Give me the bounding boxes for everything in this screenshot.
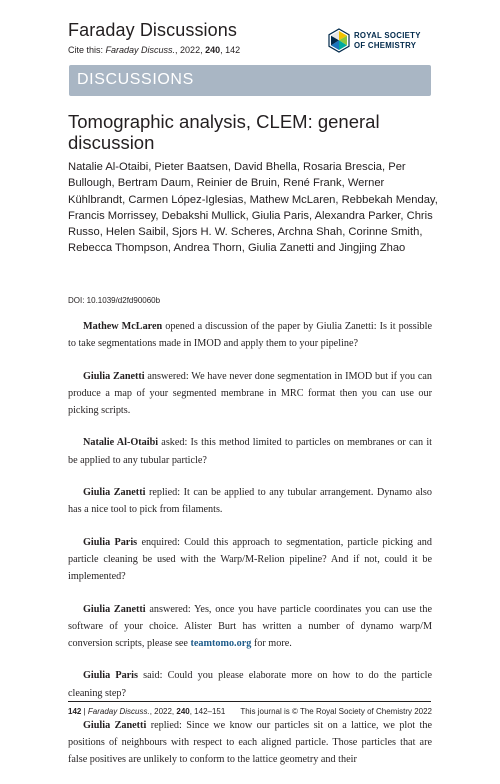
footer-volume: 240 xyxy=(176,707,190,716)
footer-pages: , 142–151 xyxy=(189,707,226,716)
speaker-name: Natalie Al-Otaibi xyxy=(83,437,159,449)
discussion-paragraph xyxy=(68,601,432,652)
speaker-name: Giulia Paris xyxy=(83,670,138,682)
paragraph-text: opened a discussion of the paper by Giulia Zanetti: Is it possible to take segmentations made in IMOD and apply them to your pipeline? xyxy=(68,321,432,350)
cite-journal: Faraday Discuss. xyxy=(105,45,176,55)
rsc-logo-line1: ROYAL SOCIETY xyxy=(354,31,421,40)
discussion-paragraph xyxy=(68,318,432,352)
paragraph-text-after-link: for more. xyxy=(251,637,292,649)
footer-year: , 2022, xyxy=(149,707,177,716)
footer-rule xyxy=(68,701,431,702)
paragraph-text: enquired: Could this approach to segmentation, particle picking and particle cleaning be used with the Warp/M-Relion pipeline? And if not, could it be implemented? xyxy=(68,536,432,583)
discussion-paragraph xyxy=(68,368,432,419)
journal-title: Faraday Discussions xyxy=(68,20,237,40)
speaker-name: Giulia Zanetti xyxy=(83,487,146,499)
speaker-name: Giulia Zanetti xyxy=(83,603,146,615)
speaker-name: Mathew McLaren xyxy=(83,321,163,332)
discussion-paragraph xyxy=(68,434,432,468)
speaker-name: Giulia Zanetti xyxy=(83,720,147,732)
discussion-paragraph xyxy=(68,717,432,768)
teamtomo-link[interactable]: teamtomo.org xyxy=(190,637,252,649)
footer-journal: Faraday Discuss. xyxy=(87,707,150,716)
paragraph-text: replied: It can be applied to any tubular arrangement. Dynamo also has a nice tool to pick from filaments. xyxy=(68,487,432,516)
cite-volume: 240 xyxy=(205,45,221,55)
citation-line xyxy=(68,45,240,55)
paragraph-text: answered: We have never done segmentation in IMOD but if you can produce a map of your segmented membrane in MRC format then you can use our picking scripts. xyxy=(68,370,432,416)
author-list: Natalie Al-Otaibi, Pieter Baatsen, David Bhella, Rosaria Brescia, Per Bullough, Bertram Daum, Reinier de Bruin, René Frank, Werner Kühlbrandt, Carmen López-Iglesias, Mathew McLaren, Rebbekah Menday, Francis Morrissey, Debakshi Mullick, Giulia Paris, Alexandra Parker, Chris Russo, Helen Saibil, Sjors H. W. Scheres, Archna Shah, Corinne Smith, Rebecca Thompson, Andrea Thorn, Giulia Zanetti and Jingjing Zhao xyxy=(68,161,438,255)
cite-page: , 142 xyxy=(220,45,241,55)
page-footer xyxy=(68,707,432,716)
footer-copyright: This journal is © The Royal Society of Chemistry 2022 xyxy=(240,707,432,716)
rsc-logo-line2: OF CHEMISTRY xyxy=(354,41,417,50)
speaker-name: Giulia Zanetti xyxy=(83,370,145,382)
doi: DOI: 10.1039/d2fd90060b xyxy=(68,296,161,305)
rsc-logo-text xyxy=(354,31,421,51)
section-label: DISCUSSIONS xyxy=(77,71,194,88)
article-title: Tomographic analysis, CLEM: general discussion xyxy=(68,111,380,153)
cite-prefix: Cite this: xyxy=(68,45,106,55)
cite-year: , 2022, xyxy=(175,45,206,55)
discussion-paragraph xyxy=(68,667,432,701)
rsc-hexagon-icon xyxy=(327,28,351,54)
page-number: 142 xyxy=(68,707,82,716)
rsc-logo xyxy=(327,28,437,54)
discussion-paragraph xyxy=(68,484,432,518)
section-banner xyxy=(69,65,431,96)
paragraph-text: said: Could you please elaborate more on how to do the particle cleaning step? xyxy=(68,670,432,699)
footer-separator: | xyxy=(81,707,88,716)
paragraph-text: asked: Is this method limited to particles on membranes or can it be applied to any tubular particle? xyxy=(68,437,432,466)
paragraph-text: answered: Yes, once you have particle coordinates you can use the software of your choice. Alister Burt has written a number of dynamo warp/M conversion scripts, please see xyxy=(68,603,432,649)
paragraph-text: replied: Since we know our particles sit on a lattice, we plot the positions of neighbours with respect to each aligned particle. Those particles that are false positives are unlikely to conform to the lattice geometry and their xyxy=(68,720,433,766)
speaker-name: Giulia Paris xyxy=(83,536,138,548)
discussion-paragraph xyxy=(68,534,432,585)
